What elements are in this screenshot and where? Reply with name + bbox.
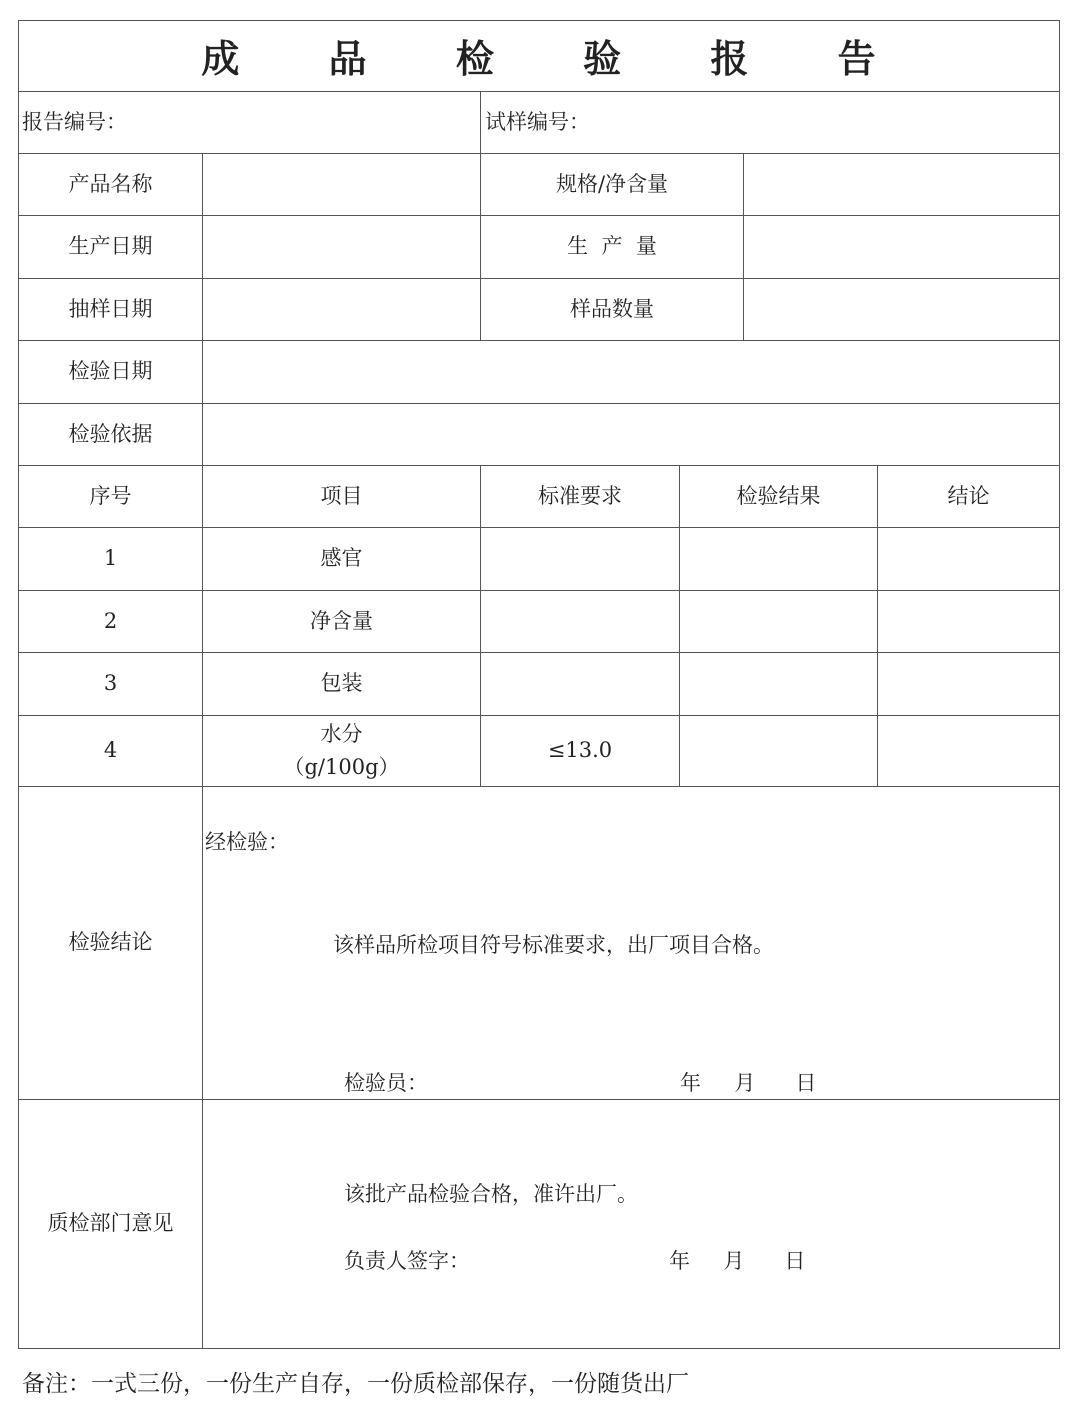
- table-row-standard[interactable]: [481, 528, 679, 590]
- inspection-basis-value[interactable]: [203, 404, 1059, 465]
- inspection-date-value[interactable]: [203, 341, 1059, 403]
- table-row-no: 1: [103, 546, 118, 571]
- table-row-standard[interactable]: [481, 653, 679, 715]
- table-row-no: 3: [103, 671, 118, 696]
- qc-opinion-label: 质检部门意见: [47, 1211, 174, 1236]
- sampling-date-value[interactable]: [203, 279, 480, 340]
- table-row-result[interactable]: [680, 716, 877, 786]
- table-row-conclusion[interactable]: [878, 653, 1059, 715]
- table-row-item: [203, 716, 480, 786]
- spec-value[interactable]: [744, 154, 1059, 215]
- spec-label: 规格/净含量: [555, 171, 669, 196]
- footnote: 备注：一式三份，一份生产自存，一份质检部保存，一份随货出厂: [22, 1371, 689, 1397]
- conclusion-date[interactable]: 年 月 日: [680, 1071, 817, 1095]
- table-row-conclusion[interactable]: [878, 716, 1059, 786]
- table-row-item: 净含量: [310, 608, 373, 633]
- table-row-standard: ≤13.0: [547, 738, 613, 763]
- rule-right: [1059, 20, 1060, 1349]
- signer-label: 负责人签字：: [344, 1249, 470, 1273]
- column-header-item: 项目: [320, 483, 363, 508]
- item-name: 水分: [320, 722, 363, 747]
- table-row-item: 感官: [320, 546, 363, 571]
- table-row-result[interactable]: [680, 528, 877, 590]
- table-row-standard[interactable]: [481, 591, 679, 652]
- sampling-date-label: 抽样日期: [68, 296, 153, 321]
- table-row-result[interactable]: [680, 591, 877, 652]
- signer-signature-field[interactable]: [475, 1240, 655, 1272]
- production-date-label: 生产日期: [68, 234, 153, 259]
- production-quantity-label: 生 产 量: [567, 234, 657, 259]
- product-name-value[interactable]: [203, 154, 480, 215]
- sample-count-value[interactable]: [744, 279, 1059, 340]
- column-header-conclusion: 结论: [947, 483, 990, 508]
- table-row-conclusion[interactable]: [878, 591, 1059, 652]
- rule-bottom: [18, 1348, 1060, 1349]
- table-row-item: 包装: [320, 671, 363, 696]
- page-title: 成 品 检 验 报 告: [201, 37, 914, 81]
- conclusion-text: 该样品所检项目符号标准要求，出厂项目合格。: [333, 933, 774, 957]
- conclusion-intro: 经检验：: [205, 830, 289, 854]
- inspector-signature-field[interactable]: [430, 1062, 660, 1094]
- inspector-label: 检验员：: [344, 1071, 428, 1095]
- qc-opinion-text: 该批产品检验合格，准许出厂。: [344, 1182, 638, 1206]
- column-header-no: 序号: [89, 483, 132, 508]
- item-unit: （g/100g）: [283, 755, 400, 779]
- inspection-date-label: 检验日期: [68, 359, 153, 384]
- production-quantity-value[interactable]: [744, 216, 1059, 278]
- conclusion-label: 检验结论: [68, 930, 153, 955]
- column-header-standard: 标准要求: [538, 483, 622, 508]
- report-number-label: 报告编号：: [22, 109, 127, 134]
- column-header-result: 检验结果: [736, 483, 821, 508]
- sample-number-label: 试样编号：: [485, 109, 590, 134]
- table-row-no: 4: [103, 738, 118, 763]
- qc-date[interactable]: 年 月 日: [669, 1249, 806, 1273]
- product-name-label: 产品名称: [68, 171, 153, 196]
- sample-count-label: 样品数量: [570, 296, 654, 321]
- inspection-basis-label: 检验依据: [68, 421, 153, 446]
- table-row-no: 2: [103, 608, 118, 633]
- table-row-conclusion[interactable]: [878, 528, 1059, 590]
- table-row-result[interactable]: [680, 653, 877, 715]
- production-date-value[interactable]: [203, 216, 480, 278]
